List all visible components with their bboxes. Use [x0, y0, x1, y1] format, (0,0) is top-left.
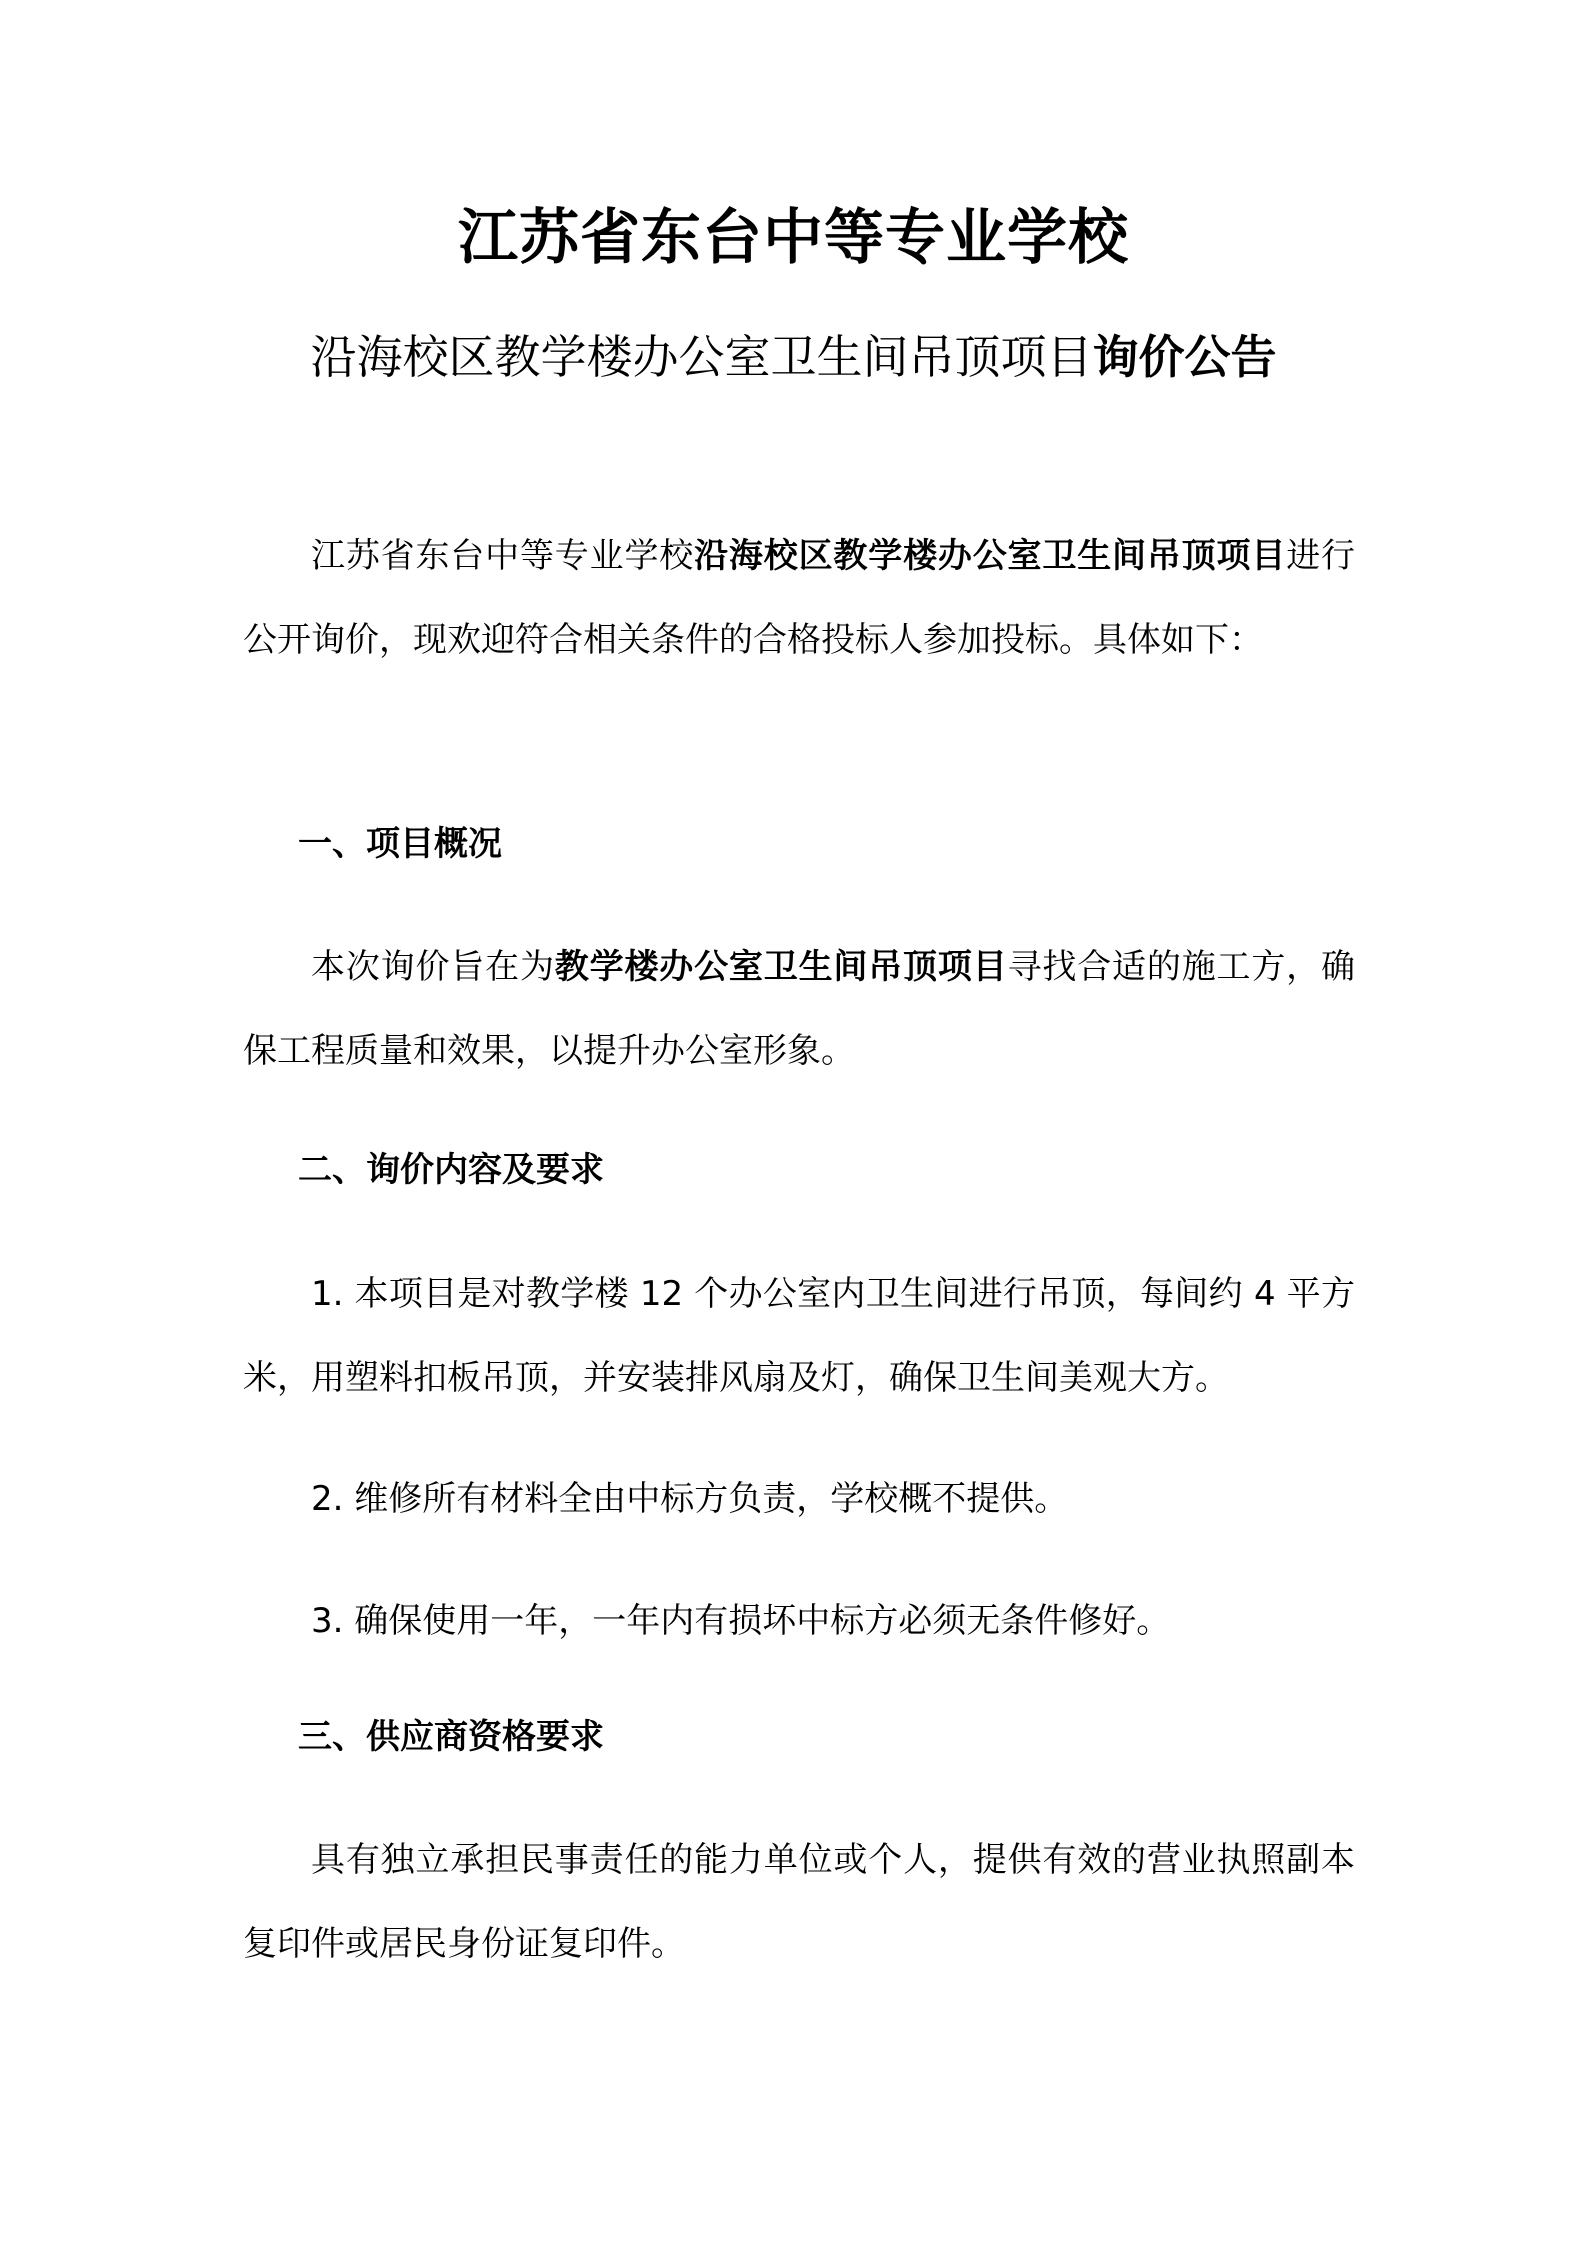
intro-paragraph	[243, 514, 1355, 682]
subtitle-project-name: 沿海校区教学楼办公室卫生间吊顶项目	[310, 330, 1093, 384]
qualifications-paragraph: 具有独立承担民事责任的能力单位或个人，提供有效的营业执照副本复印件或居民身份证复印件。	[243, 1840, 1355, 1964]
requirement-item-2: 2. 维修所有材料全由中标方负责，学校概不提供。	[311, 1479, 1069, 1519]
section-heading-requirements: 二、询价内容及要求	[298, 1150, 604, 1190]
requirement-item-3: 3. 确保使用一年，一年内有损坏中标方必须无条件修好。	[311, 1601, 1171, 1641]
overview-text-end: 寻找合适的施工方，确保工程质量和效果，以提升办公室形象。	[243, 947, 1356, 1071]
overview-project-name: 教学楼办公室卫生间吊顶项目	[554, 947, 1008, 987]
section-heading-qualifications: 三、供应商资格要求	[298, 1717, 604, 1757]
intro-text: 进行公开询价，现欢迎符合相关条件的合格投标人参加投标。具体如下：	[243, 536, 1356, 660]
requirement-item-1: 1. 本项目是对教学楼 12 个办公室内卫生间进行吊顶，每间约 4 平方米，用塑料扣板吊顶，并安装排风扇及灯，确保卫生间美观大方。	[243, 1274, 1355, 1398]
subtitle-notice-label: 询价公告	[1092, 330, 1277, 384]
overview-text-start: 本次询价旨在为	[311, 947, 555, 987]
document-subtitle	[0, 322, 1587, 392]
document-title: 江苏省东台中等专业学校	[458, 203, 1129, 273]
overview-paragraph	[243, 925, 1355, 1093]
section-heading-overview: 一、项目概况	[298, 824, 502, 864]
intro-project-name: 沿海校区教学楼办公室卫生间吊顶项目	[694, 536, 1287, 576]
intro-school-name: 江苏省东台中等专业学校	[311, 536, 695, 576]
